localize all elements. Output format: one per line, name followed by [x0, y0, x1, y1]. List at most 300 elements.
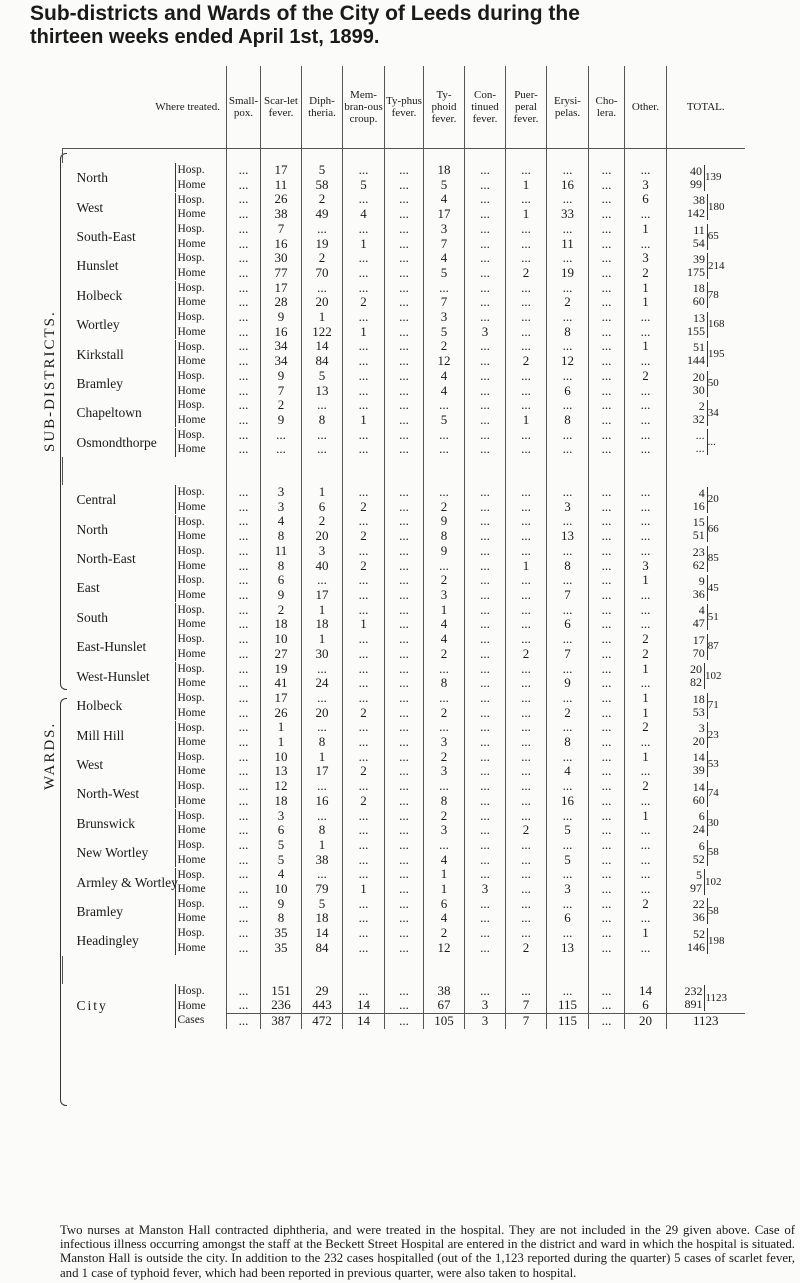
table-row: [63, 573, 745, 588]
value-cell: 1: [302, 838, 343, 853]
value-cell: ...: [625, 838, 667, 853]
total-sum: 180: [708, 200, 725, 213]
spacer-cell: [302, 471, 343, 485]
value-cell: ...: [343, 514, 385, 529]
table-row: [63, 514, 745, 529]
treatment-label: Hosp.: [177, 428, 205, 441]
value-cell: ...: [589, 398, 625, 413]
value-cell: 17: [302, 588, 343, 603]
value-cell: 3: [424, 222, 465, 237]
value-cell: 7: [261, 384, 302, 399]
value-cell: 2: [424, 647, 465, 662]
value-cell: 2: [343, 295, 385, 310]
area-name: Armley & Wortley: [76, 874, 178, 890]
area-name: Wortley: [76, 317, 120, 333]
value-cell: ...: [547, 485, 589, 500]
value-cell: ...: [465, 339, 506, 354]
value-cell: ...: [465, 632, 506, 647]
value-cell: 38: [261, 207, 302, 222]
value-cell: ...: [343, 266, 385, 281]
total-hosp: 3: [698, 721, 705, 736]
value-cell: ...: [465, 369, 506, 384]
value-cell: ...: [465, 897, 506, 912]
value-cell: ...: [465, 926, 506, 941]
spacer-cell: [465, 956, 506, 970]
value-cell: ...: [506, 369, 547, 384]
value-cell: ...: [227, 838, 261, 853]
treatment-label: Hosp.: [177, 809, 205, 822]
value-cell: 14: [302, 926, 343, 941]
value-cell: 8: [424, 794, 465, 809]
value-cell: ...: [385, 823, 424, 838]
value-cell: ...: [227, 573, 261, 588]
value-cell: ...: [385, 911, 424, 926]
value-cell: ...: [589, 809, 625, 824]
spacer-cell: [227, 457, 261, 471]
value-cell: 1: [625, 809, 667, 824]
value-cell: ...: [385, 325, 424, 340]
value-cell: ...: [589, 325, 625, 340]
spacer-cell: [424, 970, 465, 984]
value-cell: ...: [227, 720, 261, 735]
value-cell: 3: [261, 500, 302, 515]
value-cell: 443: [302, 998, 343, 1013]
value-cell: ...: [343, 691, 385, 706]
hosp-home-totals: [687, 928, 708, 954]
value-cell: ...: [465, 691, 506, 706]
value-cell: ...: [385, 867, 424, 882]
value-cell: ...: [343, 603, 385, 618]
spacer-cell: [227, 471, 261, 485]
value-cell: ...: [385, 882, 424, 897]
value-cell: ...: [343, 735, 385, 750]
spacer-cell: [547, 956, 589, 970]
value-cell: ...: [385, 266, 424, 281]
value-cell: ...: [547, 369, 589, 384]
value-cell: ...: [424, 442, 465, 457]
value-cell: ...: [465, 222, 506, 237]
treatment-label: Hosp.: [177, 311, 205, 324]
value-cell: ...: [385, 207, 424, 222]
value-cell: ...: [589, 720, 625, 735]
value-cell: ...: [547, 281, 589, 296]
value-cell: ...: [465, 354, 506, 369]
row-label-cell: [63, 544, 227, 573]
value-cell: 2: [506, 647, 547, 662]
title-line-2: thirteen weeks ended April 1st, 1899.: [30, 25, 380, 48]
value-cell: 2: [424, 706, 465, 721]
value-cell: 3: [465, 1013, 506, 1028]
value-cell: 9: [261, 413, 302, 428]
value-cell: 14: [343, 998, 385, 1013]
value-cell: 67: [424, 998, 465, 1013]
value-cell: ...: [227, 926, 261, 941]
spacer-cell: [385, 970, 424, 984]
value-cell: 5: [424, 413, 465, 428]
treatment-kinds: [175, 809, 206, 838]
total-sum: 51: [707, 611, 719, 624]
value-cell: 6: [547, 911, 589, 926]
value-cell: ...: [465, 603, 506, 618]
value-cell: ...: [343, 867, 385, 882]
value-cell: ...: [343, 632, 385, 647]
value-cell: ...: [343, 662, 385, 677]
value-cell: 8: [261, 911, 302, 926]
row-label-cell: [63, 398, 227, 427]
value-cell: 7: [424, 237, 465, 252]
value-cell: 3: [424, 823, 465, 838]
value-cell: 13: [547, 529, 589, 544]
value-cell: ...: [302, 573, 343, 588]
total-home: 54: [692, 235, 705, 250]
treatment-kinds: [175, 310, 206, 339]
value-cell: ...: [506, 325, 547, 340]
table-row: [63, 779, 745, 794]
treatment-label: Hosp.: [177, 927, 205, 940]
treatment-kinds: [175, 398, 206, 427]
treatment-label: Cases: [177, 1014, 205, 1027]
total-hosp: 6: [698, 838, 705, 853]
value-cell: ...: [385, 514, 424, 529]
value-cell: 2: [424, 750, 465, 765]
spacer-cell: [424, 471, 465, 485]
treatment-label: Hosp.: [177, 281, 205, 294]
spacer-cell: [63, 471, 227, 485]
value-cell: ...: [465, 178, 506, 193]
area-name: East: [76, 580, 100, 596]
value-cell: ...: [227, 897, 261, 912]
value-cell: ...: [547, 750, 589, 765]
value-cell: 5: [302, 897, 343, 912]
value-cell: 35: [261, 941, 302, 956]
treatment-label: Hosp.: [177, 545, 205, 558]
value-cell: ...: [302, 867, 343, 882]
value-cell: 17: [261, 163, 302, 178]
value-cell: ...: [589, 779, 625, 794]
value-cell: 5: [261, 853, 302, 868]
row-label-cell: [63, 632, 227, 661]
treatment-label: Home: [177, 706, 206, 719]
value-cell: 4: [261, 514, 302, 529]
total-sum: 30: [707, 816, 719, 829]
column-header: Scar-let fever.: [261, 66, 302, 149]
value-cell: ...: [625, 325, 667, 340]
value-cell: 10: [261, 750, 302, 765]
value-cell: 6: [625, 998, 667, 1013]
total-hosp: 17: [692, 632, 705, 647]
total-cell: [667, 222, 745, 251]
treatment-label: Home: [177, 912, 206, 925]
value-cell: ...: [227, 237, 261, 252]
value-cell: ...: [385, 398, 424, 413]
value-cell: ...: [385, 428, 424, 443]
total-home: 20: [692, 734, 705, 749]
value-cell: ...: [343, 897, 385, 912]
value-cell: 6: [261, 573, 302, 588]
value-cell: ...: [385, 573, 424, 588]
value-cell: ...: [465, 617, 506, 632]
spacer-cell: [343, 471, 385, 485]
value-cell: ...: [385, 984, 424, 999]
area-name: Bramley: [76, 903, 123, 919]
value-cell: ...: [227, 676, 261, 691]
value-cell: ...: [343, 720, 385, 735]
value-cell: 13: [261, 764, 302, 779]
value-cell: 2: [625, 266, 667, 281]
value-cell: ...: [465, 853, 506, 868]
value-cell: 4: [424, 384, 465, 399]
total-sum: 198: [708, 934, 725, 947]
value-cell: ...: [343, 442, 385, 457]
total-hosp: 18: [692, 691, 705, 706]
value-cell: ...: [625, 485, 667, 500]
total-sum: 23: [707, 728, 719, 741]
value-cell: ...: [625, 588, 667, 603]
value-cell: 49: [302, 207, 343, 222]
value-cell: ...: [506, 853, 547, 868]
value-cell: 1: [302, 632, 343, 647]
treatment-label: Hosp.: [177, 750, 205, 763]
value-cell: 6: [302, 500, 343, 515]
area-name: Central: [76, 492, 117, 508]
value-cell: ...: [343, 838, 385, 853]
area-name: North: [76, 170, 108, 186]
value-cell: ...: [465, 500, 506, 515]
value-cell: ...: [343, 339, 385, 354]
value-cell: ...: [589, 369, 625, 384]
spacer-cell: [261, 471, 302, 485]
value-cell: ...: [506, 398, 547, 413]
total-cell: [667, 632, 745, 661]
value-cell: ...: [227, 559, 261, 574]
value-cell: ...: [465, 398, 506, 413]
treatment-label: Hosp.: [177, 223, 205, 236]
value-cell: 9: [261, 588, 302, 603]
value-cell: ...: [506, 750, 547, 765]
value-cell: ...: [589, 485, 625, 500]
treatment-kinds: [175, 662, 206, 691]
value-cell: ...: [424, 720, 465, 735]
area-name: South: [76, 609, 109, 625]
value-cell: ...: [465, 735, 506, 750]
row-label-cell: [63, 867, 227, 896]
spacer-cell: [261, 956, 302, 970]
value-cell: ...: [385, 354, 424, 369]
area-name: Osmondthorpe: [76, 434, 157, 450]
treatment-label: Hosp.: [177, 486, 205, 499]
value-cell: ...: [547, 838, 589, 853]
value-cell: ...: [625, 413, 667, 428]
total-sum: 102: [705, 875, 722, 888]
value-cell: ...: [343, 281, 385, 296]
column-header: Diph-theria.: [302, 66, 343, 149]
value-cell: ...: [465, 838, 506, 853]
total-home: 39: [692, 763, 705, 778]
value-cell: ...: [506, 984, 547, 999]
value-cell: ...: [227, 325, 261, 340]
value-cell: 1: [625, 750, 667, 765]
value-cell: 1: [343, 882, 385, 897]
total-cell: [667, 662, 745, 691]
value-cell: 4: [261, 867, 302, 882]
value-cell: ...: [343, 369, 385, 384]
spacer-cell: [63, 149, 227, 164]
value-cell: 5: [261, 838, 302, 853]
value-cell: ...: [506, 603, 547, 618]
value-cell: ...: [589, 911, 625, 926]
value-cell: ...: [589, 266, 625, 281]
value-cell: ...: [424, 838, 465, 853]
value-cell: ...: [547, 897, 589, 912]
value-cell: ...: [227, 163, 261, 178]
value-cell: 5: [424, 178, 465, 193]
table-row: [63, 809, 745, 824]
value-cell: 3: [465, 882, 506, 897]
hosp-home-totals: [690, 869, 705, 895]
value-cell: ...: [465, 764, 506, 779]
value-cell: ...: [343, 398, 385, 413]
value-cell: ...: [424, 691, 465, 706]
value-cell: 1: [343, 617, 385, 632]
value-cell: ...: [465, 984, 506, 999]
value-cell: ...: [385, 897, 424, 912]
hosp-home-totals: [687, 194, 708, 220]
spacer-cell: [589, 457, 625, 471]
value-cell: 19: [547, 266, 589, 281]
value-cell: ...: [261, 428, 302, 443]
value-cell: 13: [302, 384, 343, 399]
value-cell: ...: [385, 1013, 424, 1028]
value-cell: ...: [625, 529, 667, 544]
total-cell: [667, 163, 745, 192]
value-cell: 2: [424, 339, 465, 354]
treatment-label: Home: [177, 355, 206, 368]
row-label-cell: [63, 838, 227, 867]
value-cell: ...: [506, 882, 547, 897]
value-cell: 1: [625, 222, 667, 237]
value-cell: 34: [261, 354, 302, 369]
area-name: Headingley: [76, 933, 139, 949]
value-cell: ...: [385, 251, 424, 266]
value-cell: 24: [302, 676, 343, 691]
value-cell: ...: [465, 237, 506, 252]
total-cell: [667, 310, 745, 339]
value-cell: 26: [261, 706, 302, 721]
value-cell: 8: [424, 529, 465, 544]
spacer-cell: [589, 149, 625, 164]
value-cell: 7: [547, 588, 589, 603]
hosp-home-totals: [696, 429, 708, 455]
value-cell: 1: [625, 281, 667, 296]
total-hosp: 23: [692, 544, 705, 559]
row-label-cell: [63, 603, 227, 632]
value-cell: 3: [625, 251, 667, 266]
value-cell: 1: [625, 662, 667, 677]
area-name: Holbeck: [76, 698, 123, 714]
value-cell: ...: [465, 823, 506, 838]
value-cell: ...: [227, 794, 261, 809]
value-cell: 5: [302, 369, 343, 384]
total-hosp: 2: [698, 398, 705, 413]
total-cell: [667, 485, 745, 514]
spacer-cell: [667, 149, 745, 164]
value-cell: ...: [385, 676, 424, 691]
hosp-home-totals: [693, 898, 708, 924]
value-cell: ...: [589, 442, 625, 457]
value-cell: 2: [343, 500, 385, 515]
value-cell: 20: [625, 1013, 667, 1028]
value-cell: ...: [625, 735, 667, 750]
table-row: [63, 398, 745, 413]
value-cell: ...: [227, 384, 261, 399]
value-cell: 122: [302, 325, 343, 340]
value-cell: 2: [343, 706, 385, 721]
value-cell: ...: [465, 442, 506, 457]
value-cell: ...: [385, 662, 424, 677]
row-label-cell: [63, 779, 227, 808]
value-cell: 7: [261, 222, 302, 237]
value-cell: 11: [261, 178, 302, 193]
spacer-row: [63, 970, 745, 984]
value-cell: 4: [547, 764, 589, 779]
value-cell: ...: [625, 603, 667, 618]
value-cell: ...: [343, 853, 385, 868]
total-cell: [667, 544, 745, 573]
value-cell: ...: [589, 706, 625, 721]
hosp-home-totals: [687, 312, 708, 338]
total-sum: 85: [707, 552, 719, 565]
total-home: 62: [692, 557, 705, 572]
value-cell: ...: [589, 573, 625, 588]
value-cell: ...: [506, 632, 547, 647]
value-cell: 6: [261, 823, 302, 838]
value-cell: 387: [261, 1013, 302, 1028]
value-cell: ...: [506, 809, 547, 824]
spacer-cell: [261, 457, 302, 471]
value-cell: ...: [385, 295, 424, 310]
treatment-kinds: [175, 868, 206, 897]
value-cell: 1: [343, 413, 385, 428]
value-cell: ...: [547, 926, 589, 941]
total-cell: [667, 809, 745, 838]
value-cell: ...: [506, 500, 547, 515]
treatment-label: Home: [177, 178, 206, 191]
spacer-cell: [589, 970, 625, 984]
table-row: [63, 310, 745, 325]
value-cell: 77: [261, 266, 302, 281]
value-cell: 12: [424, 941, 465, 956]
treatment-label: Home: [177, 530, 206, 543]
table-row: [63, 632, 745, 647]
value-cell: ...: [227, 192, 261, 207]
total-sum: 20: [707, 493, 719, 506]
value-cell: 12: [547, 354, 589, 369]
treatment-label: Home: [177, 999, 206, 1012]
total-cell: [667, 691, 745, 720]
value-cell: ...: [343, 647, 385, 662]
value-cell: ...: [385, 237, 424, 252]
value-cell: ...: [385, 720, 424, 735]
value-cell: ...: [227, 398, 261, 413]
treatment-label: Home: [177, 325, 206, 338]
value-cell: ...: [465, 310, 506, 325]
value-cell: 20: [302, 529, 343, 544]
hosp-home-totals: [693, 575, 708, 601]
column-header: Where treated.: [63, 66, 227, 149]
treatment-kinds: [175, 779, 206, 808]
value-cell: ...: [589, 632, 625, 647]
value-cell: ...: [227, 544, 261, 559]
